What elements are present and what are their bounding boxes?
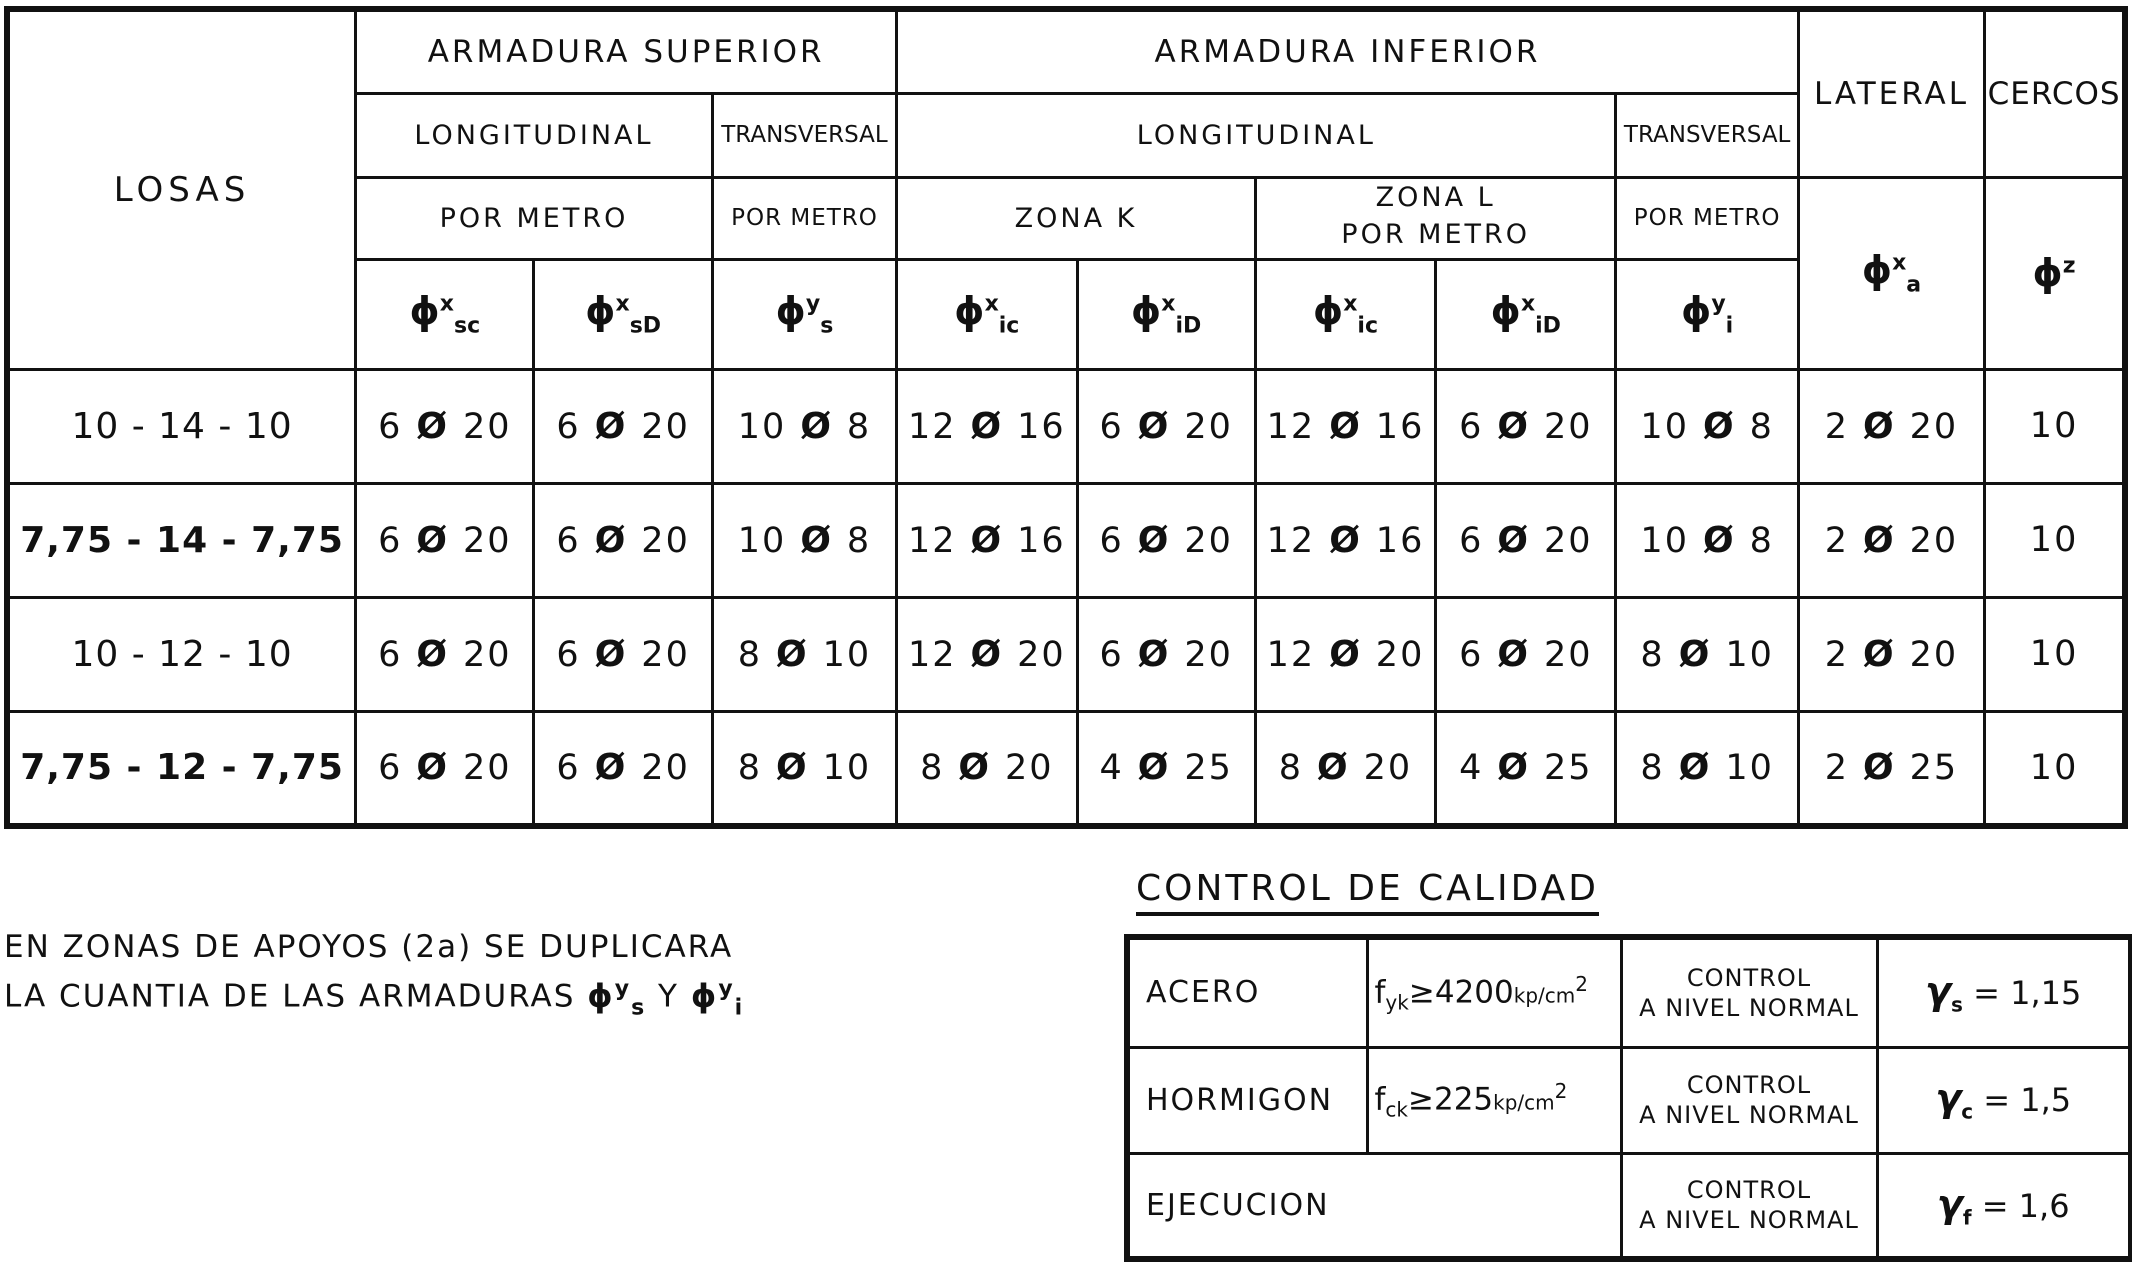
header-zona-k: ZONA K bbox=[897, 177, 1256, 259]
table-row bbox=[7, 711, 2125, 826]
cell-value: 12 Ø 20 bbox=[897, 597, 1077, 711]
row-losa-label: 7,75 - 14 - 7,75 bbox=[7, 483, 356, 597]
qc-coefficient: $\gamma_f = 1,6$ bbox=[1877, 1153, 2131, 1259]
note-symbol-phi-i-y: $\phi^y_i$ bbox=[690, 976, 745, 1021]
cell-value: 10 Ø 8 bbox=[712, 483, 896, 597]
qc-control-level: CONTROL A NIVEL NORMAL bbox=[1621, 1047, 1877, 1153]
cell-cercos: 10 bbox=[1985, 711, 2125, 826]
qc-row-acero bbox=[1127, 937, 2131, 1047]
cell-value: 4 Ø 25 bbox=[1077, 711, 1255, 826]
qc-row-ejecucion bbox=[1127, 1153, 2131, 1259]
qc-label: HORMIGON bbox=[1127, 1047, 1367, 1153]
cell-value: 6 Ø 20 bbox=[1436, 369, 1616, 483]
cell-cercos: 10 bbox=[1985, 369, 2125, 483]
qc-control-level: CONTROL A NIVEL NORMAL bbox=[1621, 937, 1877, 1047]
symbol-phi-id-x-l: $\phi^x_{iD}$ bbox=[1436, 259, 1616, 369]
cell-value: 2 Ø 20 bbox=[1798, 597, 1984, 711]
symbol-phi-sc-x: $\phi^x_{sc}$ bbox=[356, 259, 534, 369]
qc-coefficient: $\gamma_s = 1,15$ bbox=[1877, 937, 2131, 1047]
table-row bbox=[7, 369, 2125, 483]
header-lateral: LATERAL bbox=[1798, 9, 1984, 177]
cell-value: 2 Ø 20 bbox=[1798, 483, 1984, 597]
cell-value: 6 Ø 20 bbox=[1436, 483, 1616, 597]
reinforcement-table bbox=[4, 6, 2128, 829]
cell-value: 8 Ø 10 bbox=[1616, 711, 1798, 826]
cell-value: 6 Ø 20 bbox=[1077, 597, 1255, 711]
quality-control-title: CONTROL DE CALIDAD bbox=[1136, 868, 1599, 916]
cell-value: 10 Ø 8 bbox=[1616, 483, 1798, 597]
symbol-phi-z: $\phi^z$ bbox=[1985, 177, 2125, 369]
table-row bbox=[7, 597, 2125, 711]
header-zona-l: ZONA L POR METRO bbox=[1255, 177, 1616, 259]
header-por-metro-2: POR METRO bbox=[712, 177, 896, 259]
qc-spec: $f_{yk}\ge 4200kp/cm^2$ bbox=[1367, 937, 1621, 1047]
cell-value: 6 Ø 20 bbox=[534, 369, 712, 483]
note-line-1: EN ZONAS DE APOYOS (2a) SE DUPLICARA bbox=[4, 929, 734, 965]
cell-value: 8 Ø 10 bbox=[1616, 597, 1798, 711]
header-transversal-sup: TRANSVERSAL bbox=[712, 93, 896, 177]
cell-value: 12 Ø 16 bbox=[1255, 483, 1435, 597]
cell-cercos: 10 bbox=[1985, 483, 2125, 597]
symbol-phi-ic-x-k: $\phi^x_{ic}$ bbox=[897, 259, 1077, 369]
symbol-phi-ic-x-l: $\phi^x_{ic}$ bbox=[1255, 259, 1435, 369]
qc-row-hormigon bbox=[1127, 1047, 2131, 1153]
cell-value: 6 Ø 20 bbox=[1077, 483, 1255, 597]
row-losa-label: 7,75 - 12 - 7,75 bbox=[7, 711, 356, 826]
cell-value: 8 Ø 20 bbox=[1255, 711, 1435, 826]
header-losas: LOSAS bbox=[7, 9, 356, 369]
cell-value: 6 Ø 20 bbox=[356, 597, 534, 711]
cell-value: 10 Ø 8 bbox=[712, 369, 896, 483]
header-transversal-inf: TRANSVERSAL bbox=[1616, 93, 1798, 177]
cell-value: 12 Ø 16 bbox=[1255, 369, 1435, 483]
cell-value: 2 Ø 20 bbox=[1798, 369, 1984, 483]
note-line-2: LA CUANTIA DE LAS ARMADURAS $\phi^y_s$ Y $\phi^y_i$ bbox=[4, 976, 745, 1021]
cell-value: 6 Ø 20 bbox=[534, 483, 712, 597]
symbol-phi-sd-x: $\phi^x_{sD}$ bbox=[534, 259, 712, 369]
symbol-phi-id-x-k: $\phi^x_{iD}$ bbox=[1077, 259, 1255, 369]
header-armadura-inferior: ARMADURA INFERIOR bbox=[897, 9, 1799, 93]
header-armadura-superior: ARMADURA SUPERIOR bbox=[356, 9, 897, 93]
row-losa-label: 10 - 14 - 10 bbox=[7, 369, 356, 483]
cell-value: 4 Ø 25 bbox=[1436, 711, 1616, 826]
qc-control-level: CONTROL A NIVEL NORMAL bbox=[1621, 1153, 1877, 1259]
header-longitudinal-sup: LONGITUDINAL bbox=[356, 93, 713, 177]
qc-coefficient: $\gamma_c = 1,5$ bbox=[1877, 1047, 2131, 1153]
cell-value: 12 Ø 16 bbox=[897, 483, 1077, 597]
header-por-metro-1: POR METRO bbox=[356, 177, 713, 259]
cell-value: 8 Ø 20 bbox=[897, 711, 1077, 826]
header-por-metro-3: POR METRO bbox=[1616, 177, 1798, 259]
symbol-phi-s-y: $\phi^y_s$ bbox=[712, 259, 896, 369]
cell-value: 10 Ø 8 bbox=[1616, 369, 1798, 483]
cell-value: 6 Ø 20 bbox=[356, 483, 534, 597]
symbol-phi-i-y: $\phi^y_i$ bbox=[1616, 259, 1798, 369]
note-symbol-phi-s-y: $\phi^y_s$ bbox=[587, 976, 647, 1021]
qc-label: ACERO bbox=[1127, 937, 1367, 1047]
qc-label: EJECUCION bbox=[1127, 1153, 1621, 1259]
cell-cercos: 10 bbox=[1985, 597, 2125, 711]
cell-value: 2 Ø 25 bbox=[1798, 711, 1984, 826]
cell-value: 6 Ø 20 bbox=[534, 711, 712, 826]
cell-value: 6 Ø 20 bbox=[356, 711, 534, 826]
cell-value: 6 Ø 20 bbox=[1436, 597, 1616, 711]
header-cercos: CERCOS bbox=[1985, 9, 2125, 177]
cell-value: 6 Ø 20 bbox=[534, 597, 712, 711]
cell-value: 8 Ø 10 bbox=[712, 711, 896, 826]
row-losa-label: 10 - 12 - 10 bbox=[7, 597, 356, 711]
cell-value: 6 Ø 20 bbox=[1077, 369, 1255, 483]
quality-control-table bbox=[1124, 934, 2132, 1262]
cell-value: 6 Ø 20 bbox=[356, 369, 534, 483]
support-zone-note bbox=[4, 926, 744, 1029]
header-longitudinal-inf: LONGITUDINAL bbox=[897, 93, 1616, 177]
table-row bbox=[7, 483, 2125, 597]
cell-value: 12 Ø 20 bbox=[1255, 597, 1435, 711]
symbol-phi-a-x: $\phi^x_a$ bbox=[1798, 177, 1984, 369]
cell-value: 12 Ø 16 bbox=[897, 369, 1077, 483]
cell-value: 8 Ø 10 bbox=[712, 597, 896, 711]
qc-spec: $f_{ck}\ge 225kp/cm^2$ bbox=[1367, 1047, 1621, 1153]
